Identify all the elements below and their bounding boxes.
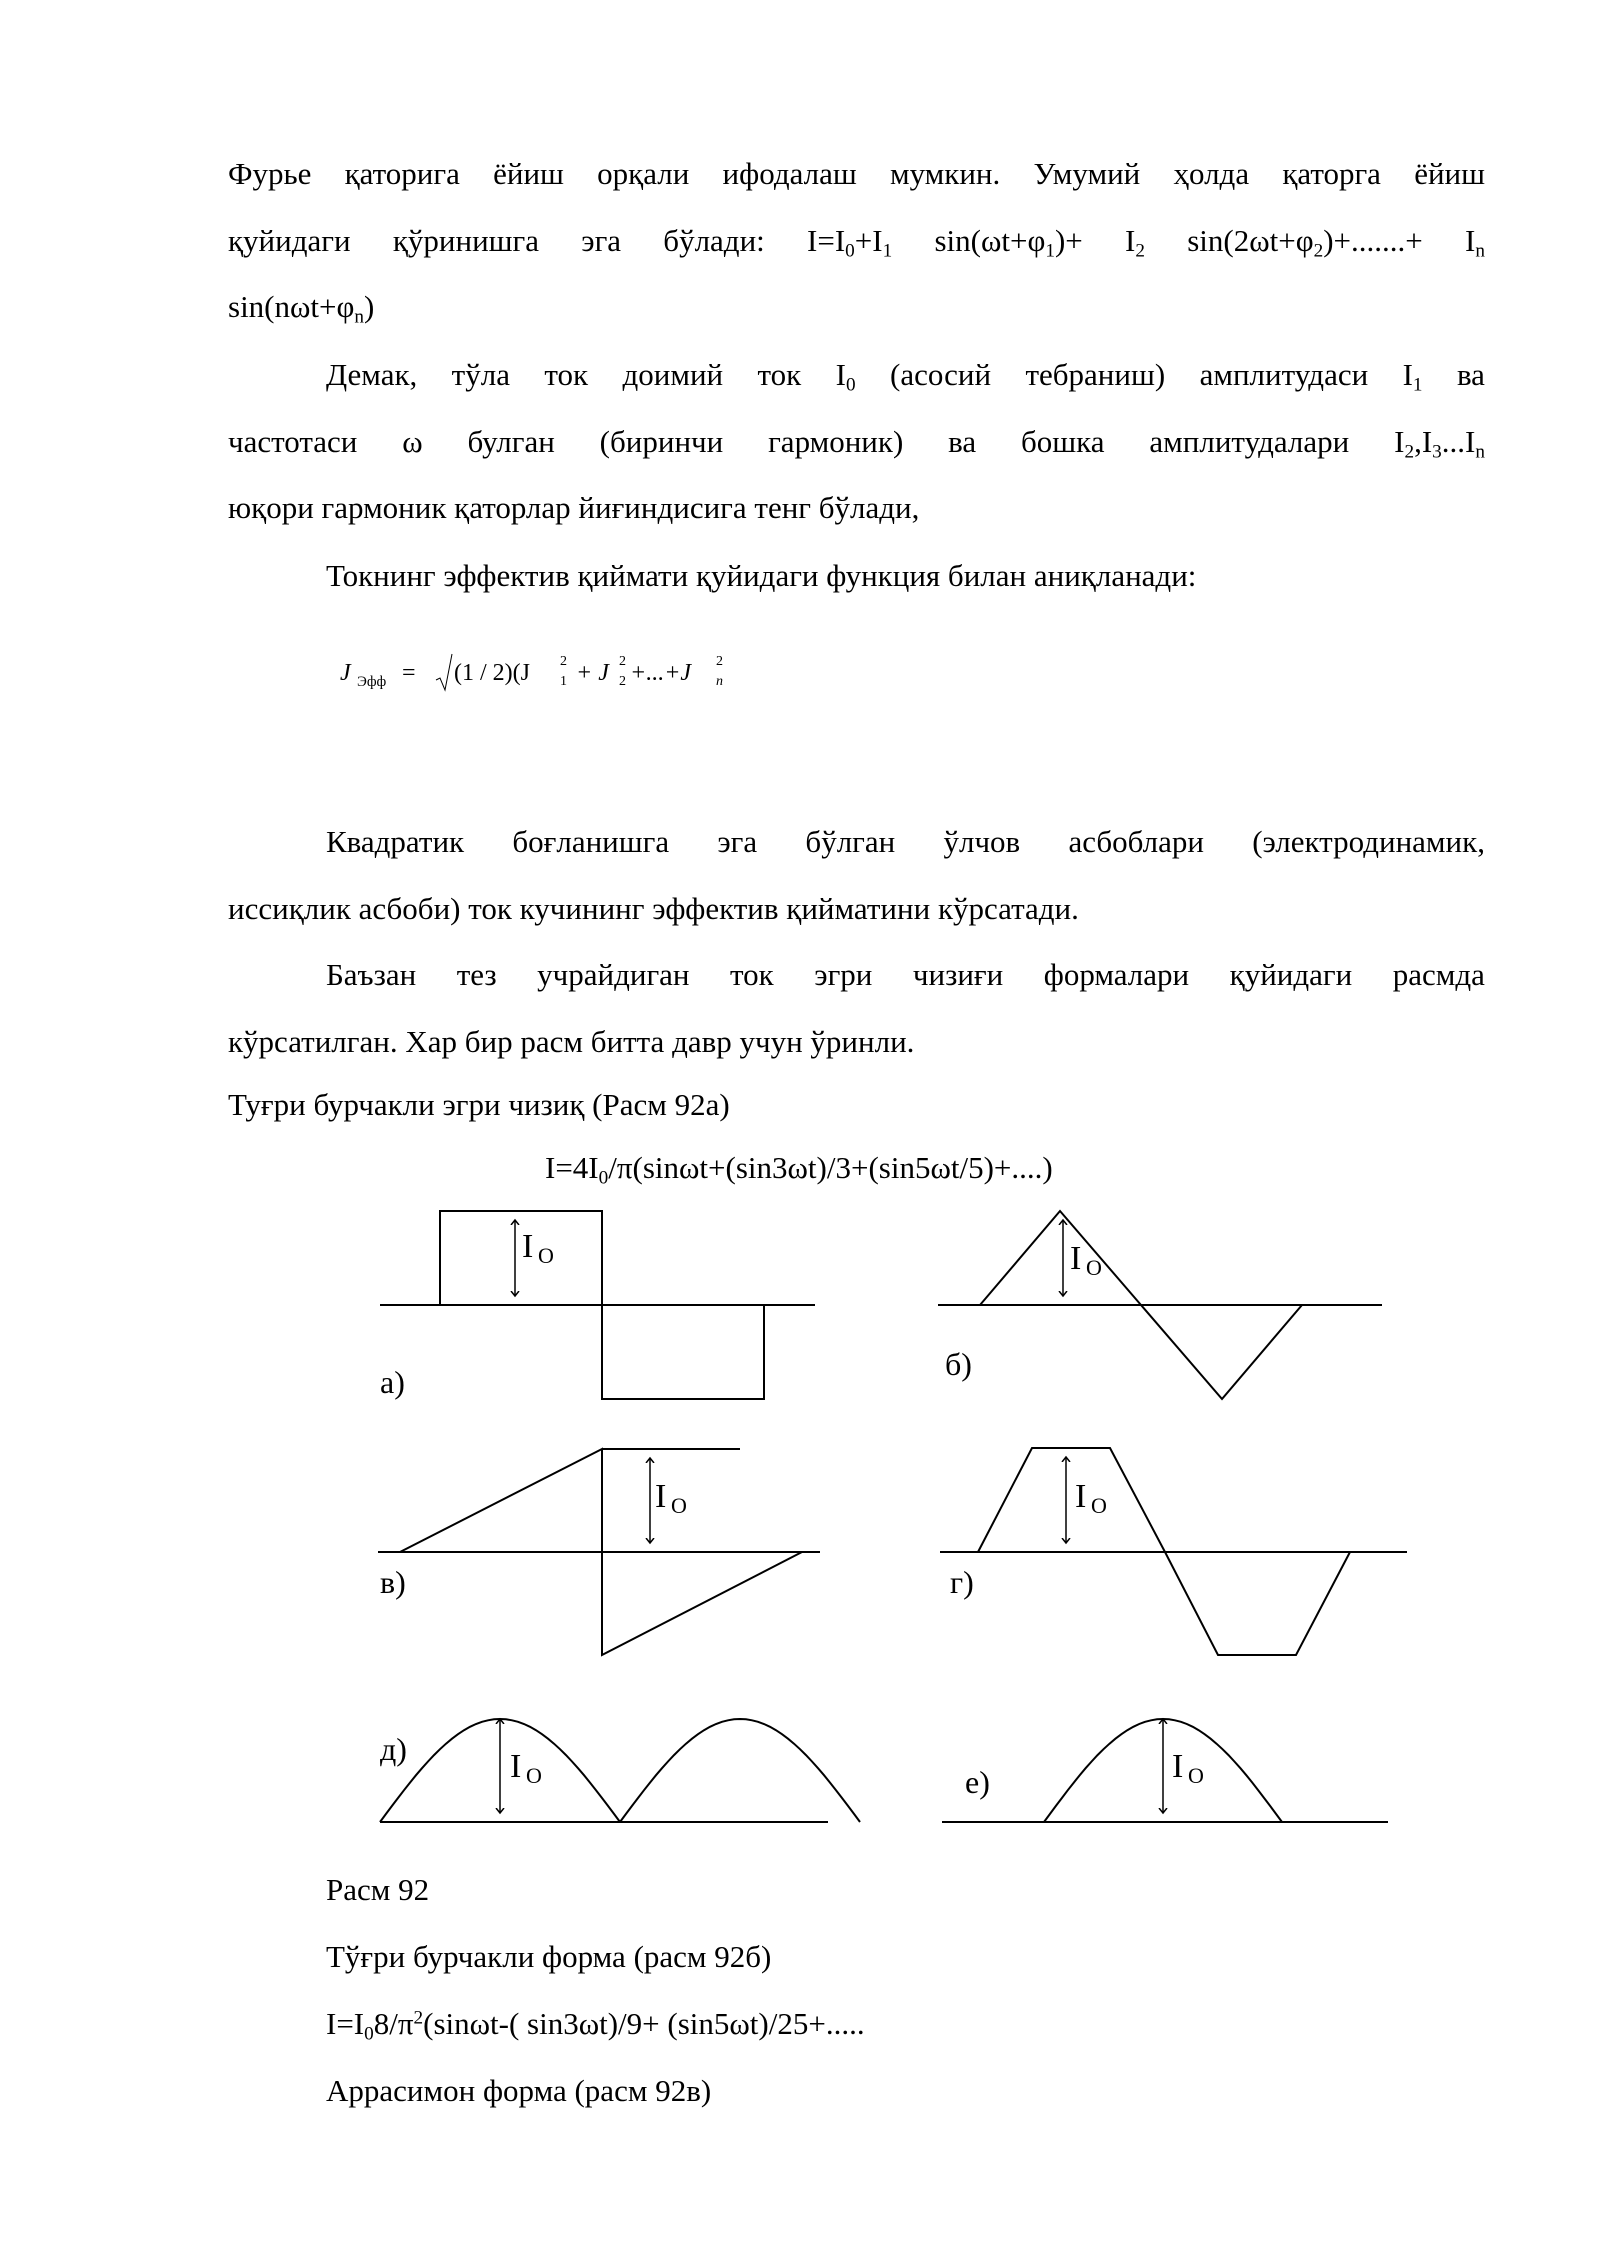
label-f: е) <box>965 1764 990 1800</box>
amp-label-a <box>522 1228 554 1268</box>
heading-rect-curve: Туғри бурчакли эгри чизиқ (Расм 92а) <box>228 1087 730 1122</box>
word: ҳолда <box>1173 156 1250 191</box>
sqrt-sign-icon <box>434 652 454 692</box>
amp-label-d <box>1075 1478 1107 1518</box>
word: қаторига <box>344 156 460 191</box>
label-c: в) <box>380 1564 406 1600</box>
formula-lhs-sub: Эфф <box>357 674 387 690</box>
paragraph1-line2 <box>228 221 1485 261</box>
svg-text:I: I <box>1075 1478 1087 1515</box>
amp-label-f <box>1172 1748 1204 1788</box>
waveform-d-trapezoidal <box>940 1448 1407 1655</box>
svg-text:I: I <box>510 1748 522 1785</box>
word: Фурье <box>228 156 312 191</box>
label-b: б) <box>945 1346 972 1382</box>
label-a: а) <box>380 1364 405 1400</box>
paragraph4-line1: Квадратик боғланишга эга бўлган ўлчов асбоблари (электродинамик, <box>326 824 1485 859</box>
svg-text:I: I <box>1172 1748 1184 1785</box>
word: қўринишга <box>392 223 540 258</box>
word: Умумий <box>1033 156 1141 191</box>
current-i0: $I_0$ <box>835 357 856 396</box>
waveform-f-half-wave <box>942 1719 1388 1822</box>
effective-value-formula: J Эфф = (1 / 2)(J 2 1 + J 2 2 +...+J 2 n <box>340 654 723 690</box>
svg-text:O: O <box>1091 1493 1107 1518</box>
formula-term: $\sin(\omega t+\varphi_1)+$ <box>934 223 1083 262</box>
figure-caption: Расм 92 <box>326 1872 430 1907</box>
current-i1: $I_1$ <box>1402 357 1423 396</box>
svg-text:I: I <box>1070 1240 1082 1277</box>
word: мумкин. <box>889 156 1001 191</box>
waveform-a-rectangular <box>380 1211 815 1399</box>
label-d: г) <box>950 1564 974 1600</box>
paragraph5-line1: Баъзан тез учрайдиган ток эгри чизиғи формалари қуйидаги расмда <box>326 957 1485 992</box>
amp-label-e <box>510 1748 542 1788</box>
paragraph2-line1: Демак, тўла ток доимий ток $I_0$ (асосий тебраниш) амплитудаси $I_1$ ва <box>326 357 1485 396</box>
svg-text:O: O <box>1086 1255 1102 1280</box>
formula-term: $I_n$ <box>1465 223 1485 262</box>
formula-term: $I_2$ <box>1125 223 1145 262</box>
word: эга <box>581 223 622 258</box>
paragraph1-line1 <box>228 154 1485 194</box>
amp-label-b <box>1070 1240 1102 1280</box>
paragraph2-line2: частотаси ω булган (биринчи гармоник) ва бошка амплитудалари $I_2,I_3...I_n$ <box>228 424 1485 463</box>
amplitude-labels <box>510 1228 1204 1788</box>
svg-text:O: O <box>526 1763 542 1788</box>
svg-text:O: O <box>1188 1763 1204 1788</box>
current-list: $I_2,I_3...I_n$ <box>1394 424 1485 463</box>
word: ёйиш <box>493 156 564 191</box>
word: ёйиш <box>1414 156 1485 191</box>
formula-eq: = <box>402 660 416 686</box>
formula-rect-series: $I=4I_0/\pi(\sin\omega t+(\sin 3\omega t)/3+(\sin 5\omega t/5)+....)$ <box>545 1150 1053 1189</box>
formula-body: (1 / 2)(J <box>454 660 530 686</box>
label-e: д) <box>380 1731 407 1767</box>
formula-term: $\sin(2\omega t+\varphi_2)+.......+$ <box>1187 223 1423 262</box>
word: орқали <box>597 156 690 191</box>
waveform-b-triangular <box>938 1211 1382 1399</box>
paragraph1-line3: $\sin(n\omega t+\varphi_n)$ <box>228 289 375 328</box>
heading-rect-form: Тўғри бурчакли форма (расм 92б) <box>326 1939 772 1974</box>
waveforms-figure <box>360 1195 1440 1840</box>
svg-text:I: I <box>655 1478 667 1515</box>
waveform-c-sawtooth <box>378 1449 820 1655</box>
svg-text:I: I <box>522 1228 534 1265</box>
word: қуйидаги <box>228 223 351 258</box>
paragraph3: Токнинг эффектив қиймати қуйидаги функция билан аниқланади: <box>326 558 1197 593</box>
paragraph4-line2: иссиқлик асбоби) ток кучининг эффектив қийматини кўрсатади. <box>228 891 1079 926</box>
waveform-e-full-wave <box>380 1719 860 1822</box>
paragraph5-line2: кўрсатилган. Хар бир расм битта давр учун ўринли. <box>228 1024 915 1059</box>
word: бўлади: <box>663 223 765 258</box>
paragraph2-line3: юқори гармоник қаторлар йиғиндисига тенг бўлади, <box>228 490 920 525</box>
heading-sawtooth-form: Аррасимон форма (расм 92в) <box>326 2073 712 2108</box>
amp-label-c <box>655 1478 687 1518</box>
formula-triangle-series: $I=I_08/\pi^2(\sin\omega t-$( sin3ωt)/9+ (sin5ωt)/25+..... <box>326 2006 865 2045</box>
formula-term: $I=I_0+I_1$ <box>807 223 893 262</box>
formula-lhs: J <box>340 660 351 686</box>
word: қаторга <box>1282 156 1381 191</box>
word: ифодалаш <box>722 156 857 191</box>
svg-text:O: O <box>538 1243 554 1268</box>
svg-text:O: O <box>671 1493 687 1518</box>
